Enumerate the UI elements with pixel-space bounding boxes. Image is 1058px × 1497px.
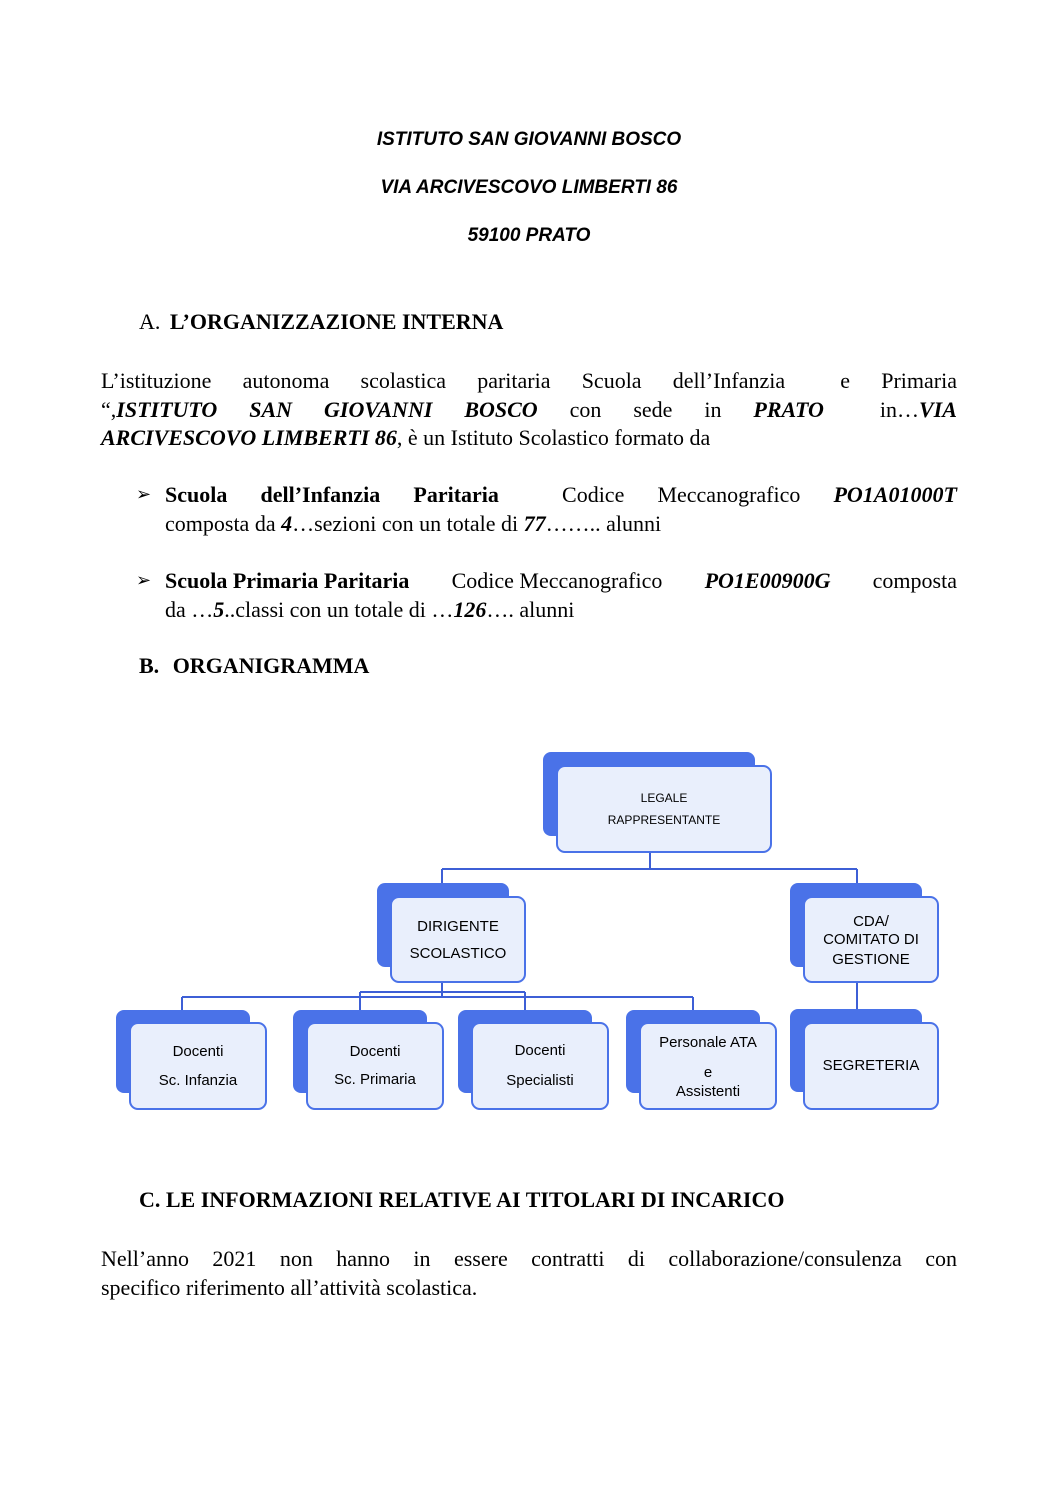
section-c-paragraph — [101, 1245, 957, 1302]
box-label: DIRIGENTE — [417, 918, 499, 935]
school-word: BOSCO — [464, 396, 538, 422]
school-address: VIA ARCIVESCOVO LIMBERTI 86 — [380, 177, 678, 198]
box-label: SEGRETERIA — [822, 1057, 920, 1074]
box-label: RAPPRESENTANTE — [607, 813, 721, 827]
section-b-title: ORGANIGRAMMA — [172, 653, 370, 678]
para-c-line-1 — [101, 1245, 957, 1274]
box-label: Assistenti — [675, 1083, 741, 1100]
text: composta da — [165, 510, 282, 536]
word: di — [627, 1246, 645, 1271]
text: …….. alunni — [545, 510, 662, 536]
word: essere — [453, 1246, 508, 1271]
word: con — [925, 1246, 957, 1271]
section-c-heading: C. LE INFORMAZIONI RELATIVE AI TITOLARI DI INCARICO — [139, 1187, 785, 1212]
box-label: Docenti — [349, 1043, 401, 1060]
word: 2021 — [212, 1246, 257, 1271]
pupils-count: 77 — [523, 510, 546, 536]
docenti-infanzia-box — [116, 1010, 266, 1109]
sections-count: 4 — [281, 510, 293, 536]
bullet-title: Scuola Primaria Paritaria — [165, 568, 410, 593]
word: contratti — [531, 1246, 605, 1271]
section-a-letter: A. — [139, 309, 161, 334]
word: Meccanografico — [657, 482, 801, 507]
box-label: COMITATO DI — [823, 931, 919, 948]
box-label: Personale ATA — [659, 1034, 757, 1051]
word: non — [279, 1246, 313, 1271]
word: e — [840, 368, 851, 393]
word: sede — [633, 396, 673, 422]
word: collaborazione/consulenza — [668, 1246, 902, 1271]
box-label: Sc. Primaria — [334, 1071, 416, 1088]
school-word: ISTITUTO — [116, 396, 218, 422]
box-label: CDA/ — [853, 913, 889, 930]
address-word: ARCIVESCOVO LIMBERTI 86 — [101, 425, 397, 450]
text: ..classi con un totale di … — [224, 596, 454, 622]
text: …. alunni — [486, 596, 575, 622]
personale-ata-box — [626, 1010, 776, 1109]
legale-rappresentante-box — [543, 752, 771, 852]
docenti-specialisti-box — [458, 1010, 608, 1109]
para-c-line-2: specifico riferimento all’attività scolastica. — [101, 1274, 478, 1300]
box-label: GESTIONE — [832, 951, 910, 968]
open-quote: “, — [101, 396, 117, 422]
classes-count: 5 — [213, 596, 225, 622]
word: Nell’anno — [101, 1246, 189, 1271]
school-code: PO1A01000T — [833, 482, 957, 507]
dirigente-scolastico-box — [377, 883, 525, 982]
word: L’istituzione — [101, 368, 212, 393]
word: dell’Infanzia — [260, 482, 381, 507]
box-label: e — [703, 1064, 713, 1081]
docenti-primaria-box — [293, 1010, 443, 1109]
segreteria-box — [790, 1009, 938, 1109]
box-label: Sc. Infanzia — [158, 1072, 238, 1089]
bullet-arrow-icon: ➢ — [136, 484, 152, 504]
school-name: ISTITUTO SAN GIOVANNI BOSCO — [376, 129, 682, 150]
word: in — [413, 1246, 431, 1271]
box-label: Specialisti — [506, 1072, 574, 1089]
word: , è un Istituto Scolastico formato da — [396, 425, 711, 450]
word: Scuola — [165, 482, 228, 507]
school-code: PO1E00900G — [704, 568, 831, 593]
box-label: SCOLASTICO — [409, 945, 507, 962]
word: Scuola — [581, 368, 642, 393]
word: Paritaria — [413, 482, 499, 507]
city-word: PRATO — [753, 396, 824, 422]
box-label: Docenti — [172, 1043, 224, 1060]
text: da … — [165, 596, 214, 622]
word: composta — [872, 568, 957, 593]
school-city: 59100 PRATO — [467, 225, 591, 246]
section-b-letter: B. — [139, 653, 160, 678]
school-word: GIOVANNI — [324, 396, 433, 422]
word: Primaria — [881, 368, 957, 393]
school-word: SAN — [249, 396, 293, 422]
word: dell’Infanzia — [672, 368, 786, 393]
address-word: VIA — [919, 396, 957, 422]
word: Codice — [562, 482, 625, 507]
word: in… — [879, 396, 919, 422]
word: paritaria — [477, 368, 551, 393]
text: …sezioni con un totale di — [292, 510, 524, 536]
box-label: LEGALE — [640, 791, 688, 805]
word: hanno — [336, 1246, 390, 1271]
word: con — [569, 396, 602, 422]
word: in — [704, 396, 722, 422]
section-a-title: L’ORGANIZZAZIONE INTERNA — [169, 309, 504, 334]
cda-comitato-box — [790, 883, 938, 982]
bullet-arrow-icon: ➢ — [136, 570, 152, 590]
code-label: Codice Meccanografico — [451, 568, 663, 593]
box-label: Docenti — [514, 1042, 566, 1059]
pupils-count: 126 — [453, 596, 487, 622]
word: autonoma — [242, 368, 330, 393]
word: scolastica — [360, 368, 447, 393]
